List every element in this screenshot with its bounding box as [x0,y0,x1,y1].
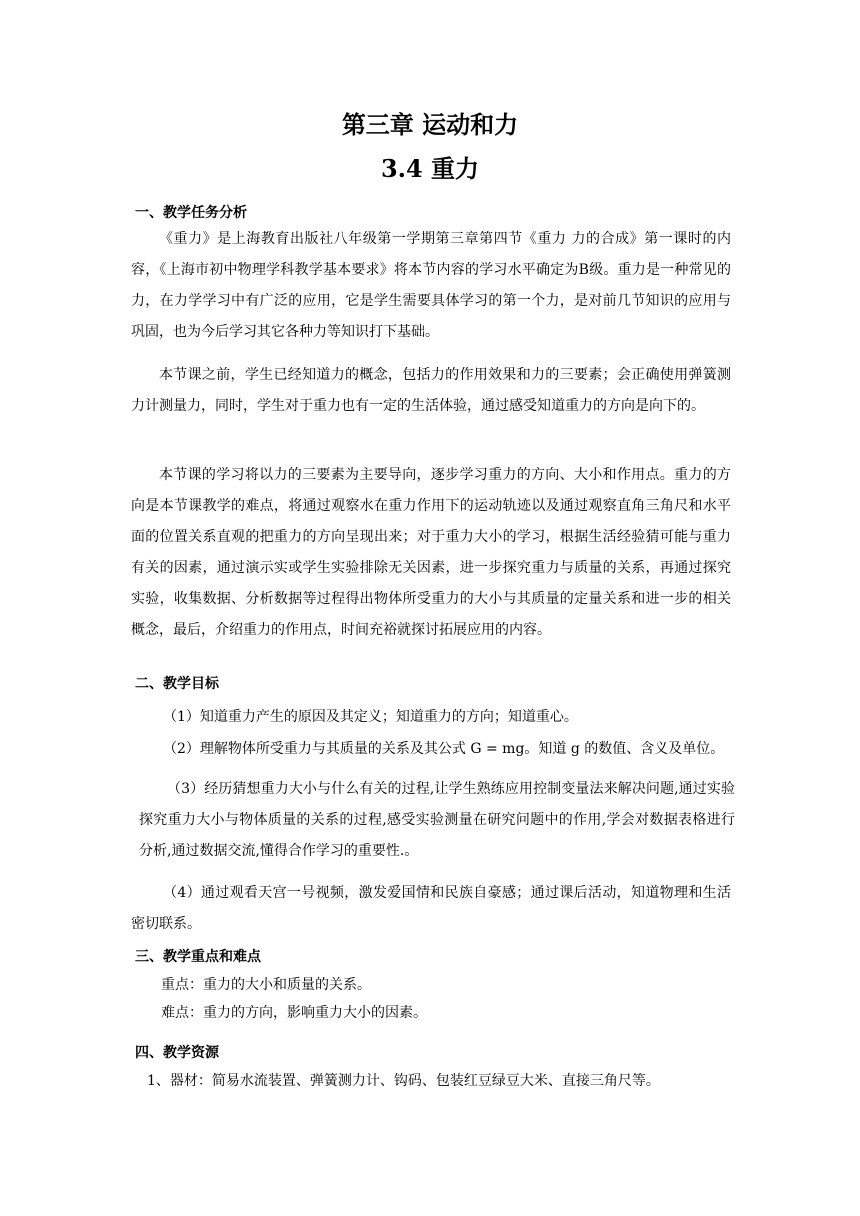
resource-equipment: 1、器材：简易水流装置、弹簧测力计、钩码、包装红豆绿豆大米、直接三角尺等。 [147,1073,660,1089]
key-point: 重点：重力的大小和质量的关系。 [161,977,371,993]
heading-key-difficult-points: 三、教学重点和难点 [135,949,261,965]
paragraph-task-analysis-1: 《重力》是上海教育出版社八年级第一学期第三章第四节《重力 力的合成》第一课时的内容，《上海市初中物理学科教学基本要求》将本节内容的学习水平确定为B级。重力是一种常见的力，在力学学习中有广泛的应用，它是学生需要具体学习的第一个力，是对前几节知识的应用与巩固，也为今后学习其它各种力等知识打下基础。 [131,231,731,340]
section-title: 3.4 重力 [380,154,480,183]
chapter-title: 第三章 运动和力 [341,110,519,139]
goal-item-4: （4）通过观看天宫一号视频，激发爱国情和民族自豪感；通过课后活动，知道物理和生活密切联系。 [131,885,731,932]
paragraph-task-analysis-3: 本节课的学习将以力的三要素为主要导向，逐步学习重力的方向、大小和作用点。重力的方向是本节课教学的难点，将通过观察水在重力作用下的运动轨迹以及通过观察直角三角尺和水平面的位置关系直观的把重力的方向呈现出来；对于重力大小的学习，根据生活经验猜可能与重力有关的因素，通过演示实或学生实验排除无关因素，进一步探究重力与质量的关系，再通过探究实验，收集数据、分析数据等过程得出物体所受重力的大小与其质量的定量关系和进一步的相关概念，最后，介绍重力的作用点，时间充裕就探讨拓展应用的内容。 [131,467,731,638]
heading-teaching-goals: 二、教学目标 [135,676,219,692]
difficult-point: 难点：重力的方向，影响重力大小的因素。 [161,1005,427,1021]
heading-teaching-resources: 四、教学资源 [135,1045,219,1061]
paragraph-task-analysis-2: 本节课之前，学生已经知道力的概念，包括力的作用效果和力的三要素；会正确使用弹簧测力计测量力，同时，学生对于重力也有一定的生活体验，通过感受知道重力的方向是向下的。 [131,367,731,414]
goal-item-3: （3）经历猜想重力大小与什么有关的过程,让学生熟练应用控制变量法来解决问题,通过实验探究重力大小与物体质量的关系的过程,感受实验测量在研究问题中的作用,学会对数据表格进行分析,通过数据交流,懂得合作学习的重要性.。 [139,781,735,859]
heading-task-analysis: 一、教学任务分析 [135,205,247,221]
goal-item-2: （2）理解物体所受重力与其质量的关系及其公式 G = mg。知道 g 的数值、含义及单位。 [163,741,725,757]
goal-item-1: （1）知道重力产生的原因及其定义；知道重力的方向；知道重心。 [163,709,578,725]
